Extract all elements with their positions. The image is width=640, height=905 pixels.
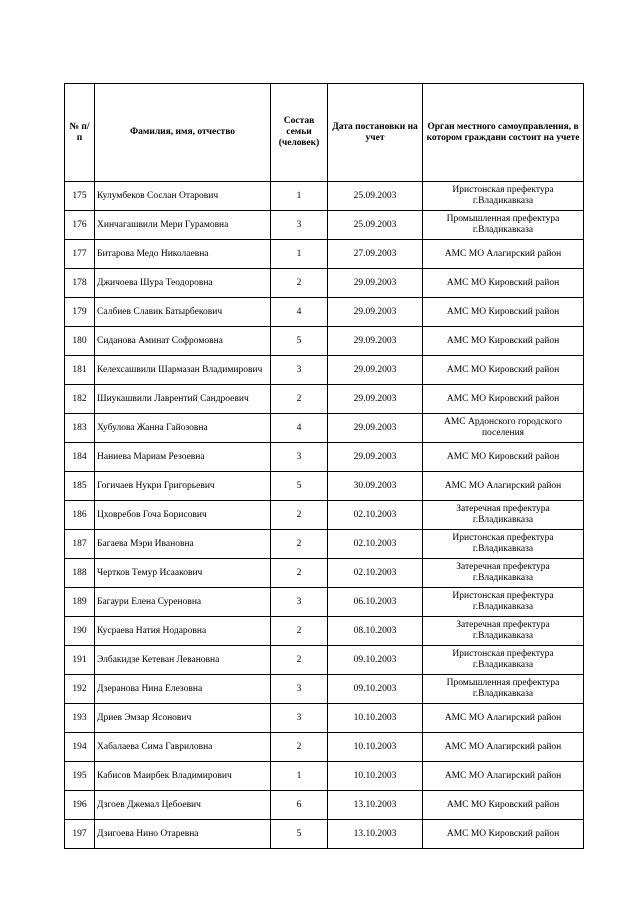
row-family-size: 3 xyxy=(271,588,328,617)
row-organization: АМС МО Кировский район xyxy=(423,443,584,472)
row-date: 10.10.2003 xyxy=(328,762,423,791)
row-number: 196 xyxy=(65,791,95,820)
row-number: 182 xyxy=(65,385,95,414)
row-date: 09.10.2003 xyxy=(328,646,423,675)
row-date: 29.09.2003 xyxy=(328,269,423,298)
row-family-size: 1 xyxy=(271,762,328,791)
row-date: 29.09.2003 xyxy=(328,443,423,472)
row-number: 193 xyxy=(65,704,95,733)
table-row xyxy=(65,704,584,733)
header-family: Состав семьи (человек) xyxy=(271,84,328,182)
row-name: Кулумбеков Сослан Отарович xyxy=(95,182,271,211)
row-organization: Иристонская префектура г.Владикавказа xyxy=(423,646,584,675)
row-number: 184 xyxy=(65,443,95,472)
registry-table xyxy=(64,83,584,849)
row-organization: АМС МО Кировский район xyxy=(423,298,584,327)
row-family-size: 1 xyxy=(271,182,328,211)
row-family-size: 2 xyxy=(271,559,328,588)
row-family-size: 2 xyxy=(271,530,328,559)
row-number: 186 xyxy=(65,501,95,530)
row-family-size: 2 xyxy=(271,617,328,646)
row-family-size: 2 xyxy=(271,646,328,675)
row-name: Шиукашвили Лаврентий Сандроевич xyxy=(95,385,271,414)
row-number: 188 xyxy=(65,559,95,588)
row-organization: Иристонская префектура г.Владикавказа xyxy=(423,588,584,617)
row-name: Багаури Елена Суреновна xyxy=(95,588,271,617)
row-date: 02.10.2003 xyxy=(328,501,423,530)
row-organization: АМС МО Кировский район xyxy=(423,791,584,820)
row-family-size: 4 xyxy=(271,298,328,327)
row-date: 09.10.2003 xyxy=(328,675,423,704)
row-organization: АМС Ардонского городского поселения xyxy=(423,414,584,443)
row-date: 02.10.2003 xyxy=(328,530,423,559)
table-row xyxy=(65,646,584,675)
table-row xyxy=(65,530,584,559)
row-name: Дзеранова Нина Елезовна xyxy=(95,675,271,704)
row-organization: Затеречная префектура г.Владикавказа xyxy=(423,559,584,588)
row-organization: АМС МО Кировский район xyxy=(423,269,584,298)
row-family-size: 3 xyxy=(271,675,328,704)
row-organization: Затеречная префектура г.Владикавказа xyxy=(423,617,584,646)
row-family-size: 2 xyxy=(271,385,328,414)
row-name: Цховребов Гоча Борисович xyxy=(95,501,271,530)
table-row xyxy=(65,675,584,704)
row-name: Гогичаев Нукри Григорьевич xyxy=(95,472,271,501)
row-family-size: 5 xyxy=(271,820,328,849)
header-org: Орган местного самоуправления, в котором граждани состоит на учете xyxy=(423,84,584,182)
row-date: 02.10.2003 xyxy=(328,559,423,588)
row-number: 189 xyxy=(65,588,95,617)
table-row xyxy=(65,559,584,588)
row-number: 183 xyxy=(65,414,95,443)
table-row xyxy=(65,182,584,211)
row-name: Джичоева Шура Теодоровна xyxy=(95,269,271,298)
row-date: 10.10.2003 xyxy=(328,704,423,733)
table-row xyxy=(65,298,584,327)
row-family-size: 3 xyxy=(271,443,328,472)
table-row xyxy=(65,762,584,791)
row-name: Дзигоева Нино Отаревна xyxy=(95,820,271,849)
table-row xyxy=(65,269,584,298)
table-row xyxy=(65,791,584,820)
row-name: Дзгоев Джемал Цебоевич xyxy=(95,791,271,820)
row-number: 176 xyxy=(65,211,95,240)
row-name: Хинчагашвили Мери Гурамовна xyxy=(95,211,271,240)
row-number: 179 xyxy=(65,298,95,327)
row-name: Хабалаева Сима Гавриловна xyxy=(95,733,271,762)
row-family-size: 5 xyxy=(271,472,328,501)
row-organization: АМС МО Алагирский район xyxy=(423,704,584,733)
row-name: Салбиев Славик Батырбекович xyxy=(95,298,271,327)
row-name: Келехсашвили Шармазан Владимирович xyxy=(95,356,271,385)
row-number: 178 xyxy=(65,269,95,298)
row-family-size: 1 xyxy=(271,240,328,269)
row-family-size: 2 xyxy=(271,501,328,530)
row-date: 25.09.2003 xyxy=(328,211,423,240)
row-number: 175 xyxy=(65,182,95,211)
row-number: 190 xyxy=(65,617,95,646)
row-number: 187 xyxy=(65,530,95,559)
row-number: 192 xyxy=(65,675,95,704)
row-name: Дриев Эмзар Ясонович xyxy=(95,704,271,733)
row-name: Наниева Мариам Резоевна xyxy=(95,443,271,472)
row-organization: АМС МО Кировский район xyxy=(423,385,584,414)
row-organization: Промышленная префектура г.Владикавказа xyxy=(423,675,584,704)
row-name: Битарова Медо Николаевна xyxy=(95,240,271,269)
table-row xyxy=(65,327,584,356)
row-number: 197 xyxy=(65,820,95,849)
table-row xyxy=(65,733,584,762)
row-organization: АМС МО Алагирский район xyxy=(423,472,584,501)
row-name: Багаева Мэри Ивановна xyxy=(95,530,271,559)
table-row xyxy=(65,820,584,849)
row-date: 29.09.2003 xyxy=(328,327,423,356)
table-row xyxy=(65,501,584,530)
table-row xyxy=(65,443,584,472)
row-name: Элбакидзе Кетеван Левановна xyxy=(95,646,271,675)
row-organization: Промышленная префектура г.Владикавказа xyxy=(423,211,584,240)
row-number: 181 xyxy=(65,356,95,385)
row-family-size: 4 xyxy=(271,414,328,443)
row-number: 191 xyxy=(65,646,95,675)
row-date: 25.09.2003 xyxy=(328,182,423,211)
row-number: 194 xyxy=(65,733,95,762)
row-date: 29.09.2003 xyxy=(328,356,423,385)
row-family-size: 3 xyxy=(271,211,328,240)
row-name: Кабисов Маирбек Владимирович xyxy=(95,762,271,791)
row-family-size: 2 xyxy=(271,269,328,298)
row-organization: АМС МО Алагирский район xyxy=(423,733,584,762)
row-organization: Иристонская префектура г.Владикавказа xyxy=(423,530,584,559)
row-number: 180 xyxy=(65,327,95,356)
row-family-size: 6 xyxy=(271,791,328,820)
row-name: Сиданова Аминат Софромовна xyxy=(95,327,271,356)
row-date: 13.10.2003 xyxy=(328,820,423,849)
row-organization: Затеречная префектура г.Владикавказа xyxy=(423,501,584,530)
row-date: 29.09.2003 xyxy=(328,414,423,443)
row-date: 13.10.2003 xyxy=(328,791,423,820)
table-row xyxy=(65,356,584,385)
row-organization: АМС МО Кировский район xyxy=(423,327,584,356)
row-date: 27.09.2003 xyxy=(328,240,423,269)
row-date: 30.09.2003 xyxy=(328,472,423,501)
row-name: Чертков Темур Исаакович xyxy=(95,559,271,588)
row-date: 10.10.2003 xyxy=(328,733,423,762)
row-number: 195 xyxy=(65,762,95,791)
table-row xyxy=(65,211,584,240)
row-date: 29.09.2003 xyxy=(328,385,423,414)
header-name: Фамилия, имя, отчество xyxy=(95,84,271,182)
row-name: Хубулова Жанна Гайозовна xyxy=(95,414,271,443)
table-row xyxy=(65,617,584,646)
row-date: 08.10.2003 xyxy=(328,617,423,646)
row-number: 185 xyxy=(65,472,95,501)
header-row xyxy=(65,84,584,182)
table-row xyxy=(65,240,584,269)
row-organization: АМС МО Кировский район xyxy=(423,356,584,385)
row-number: 177 xyxy=(65,240,95,269)
row-family-size: 2 xyxy=(271,733,328,762)
row-organization: Иристонская префектура г.Владикавказа xyxy=(423,182,584,211)
table-row xyxy=(65,385,584,414)
row-date: 06.10.2003 xyxy=(328,588,423,617)
row-date: 29.09.2003 xyxy=(328,298,423,327)
row-family-size: 5 xyxy=(271,327,328,356)
table-row xyxy=(65,414,584,443)
row-organization: АМС МО Алагирский район xyxy=(423,240,584,269)
row-family-size: 3 xyxy=(271,704,328,733)
table-row xyxy=(65,588,584,617)
table-row xyxy=(65,472,584,501)
row-name: Кусраева Натия Нодаровна xyxy=(95,617,271,646)
row-family-size: 3 xyxy=(271,356,328,385)
row-organization: АМС МО Алагирский район xyxy=(423,762,584,791)
row-organization: АМС МО Кировский район xyxy=(423,820,584,849)
header-num: № п/п xyxy=(65,84,95,182)
header-date: Дата постановки на учет xyxy=(328,84,423,182)
